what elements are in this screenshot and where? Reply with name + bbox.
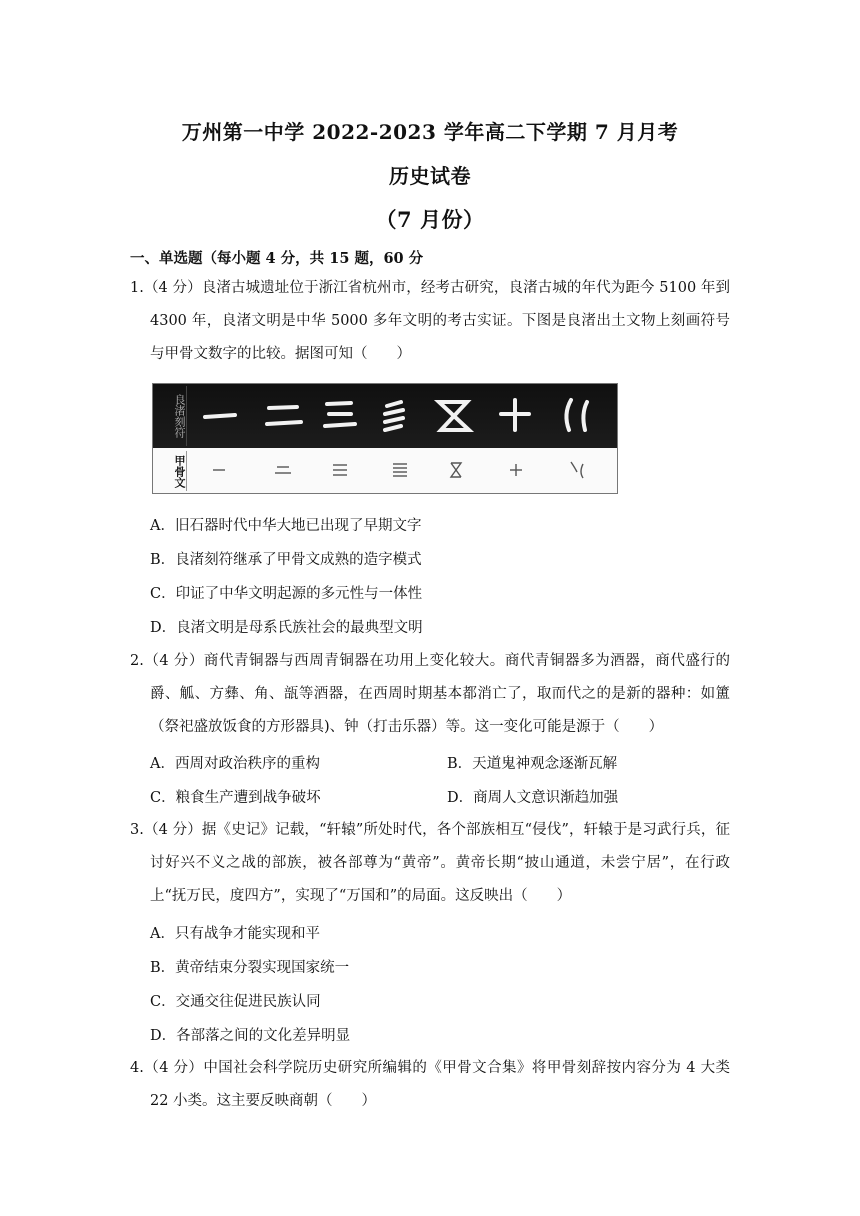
q1-option-a: A．旧石器时代中华大地已出现了早期文字 bbox=[150, 518, 422, 534]
exam-subject: 历史试卷 bbox=[389, 164, 471, 188]
question-3-stem: 3.（4 分）据《史记》记载，“轩辕”所处时代，各个部族相互“侵伐”，轩辕于是习武行兵，征讨好兴不义之战的部族，被各部尊为“黄帝”。黄帝长期“披山通道，未尝宁居”，在行政上“抚万民，度四方”，实现了“万国和”的局面。这反映出（ ） bbox=[130, 822, 730, 904]
exam-month: （7 月份） bbox=[375, 207, 485, 232]
q2-option-b: B．天道鬼神观念逐渐瓦解 bbox=[447, 756, 618, 772]
oracle-five bbox=[451, 463, 461, 477]
q3-option-c: C．交通交往促进民族认同 bbox=[150, 994, 321, 1010]
oracle-four bbox=[393, 464, 407, 476]
liangzhu-five bbox=[439, 402, 469, 430]
oracle-two bbox=[275, 467, 291, 473]
question-4-stem: 4.（4 分）中国社会科学院历史研究所编辑的《甲骨文合集》将甲骨刻辞按内容分为 4 大类 22 小类。这主要反映商朝（ ） bbox=[130, 1060, 730, 1109]
section-heading: 一、单选题（每小题 4 分，共 15 题，60 分 bbox=[130, 250, 424, 267]
q2-option-a: A．西周对政治秩序的重构 bbox=[150, 756, 320, 772]
q2-option-d: D．商周人文意识渐趋加强 bbox=[447, 790, 619, 806]
question-2-stem: 2.（4 分）商代青铜器与西周青铜器在功用上变化较大。商代青铜器多为酒器，商代盛行的爵、觚、方彝、角、瓿等酒器，在西周时期基本都消亡了，取而代之的是新的器种：如簠（祭祀盛放饭食的方形器具)、钟（打击乐器）等。这一变化可能是源于（ ） bbox=[130, 653, 730, 735]
oracle-three bbox=[333, 465, 347, 475]
q1-option-b: B．良渚刻符继承了甲骨文成熟的造字模式 bbox=[150, 552, 422, 568]
q2-option-c: C．粮食生产遭到战争破坏 bbox=[150, 790, 321, 806]
oracle-eight bbox=[571, 462, 583, 478]
liangzhu-one bbox=[205, 415, 235, 417]
oracle-seven bbox=[510, 464, 522, 476]
q1-option-c: C．印证了中华文明起源的多元性与一体性 bbox=[150, 586, 423, 602]
liangzhu-four bbox=[385, 402, 403, 430]
liangzhu-three bbox=[325, 403, 355, 426]
exam-title: 万州第一中学 2022-2023 学年高二下学期 7 月月考 bbox=[181, 120, 679, 144]
symbol-glyphs bbox=[189, 384, 615, 493]
question-1-stem: 1.（4 分）良渚古城遗址位于浙江省杭州市，经考古研究，良渚古城的年代为距今 5100 年到 4300 年，良渚文明是中华 5000 多年文明的考古实证。下图是良渚出土文物上刻画符号与甲骨文数字的比较。据图可知（ ） bbox=[130, 280, 730, 362]
liangzhu-eight bbox=[566, 400, 587, 430]
q3-option-b: B．黄帝结束分裂实现国家统一 bbox=[150, 960, 350, 976]
q1-option-d: D．良渚文明是母系氏族社会的最典型文明 bbox=[150, 620, 423, 636]
q3-option-a: A．只有战争才能实现和平 bbox=[150, 926, 320, 942]
symbol-comparison-figure bbox=[152, 383, 618, 494]
liangzhu-two bbox=[267, 407, 301, 424]
q3-option-d: D．各部落之间的文化差异明显 bbox=[150, 1028, 351, 1044]
liangzhu-seven bbox=[501, 400, 529, 430]
oracle-row-label: 甲骨文 bbox=[156, 451, 187, 491]
liangzhu-row-label: 良渚刻符 bbox=[156, 386, 187, 446]
